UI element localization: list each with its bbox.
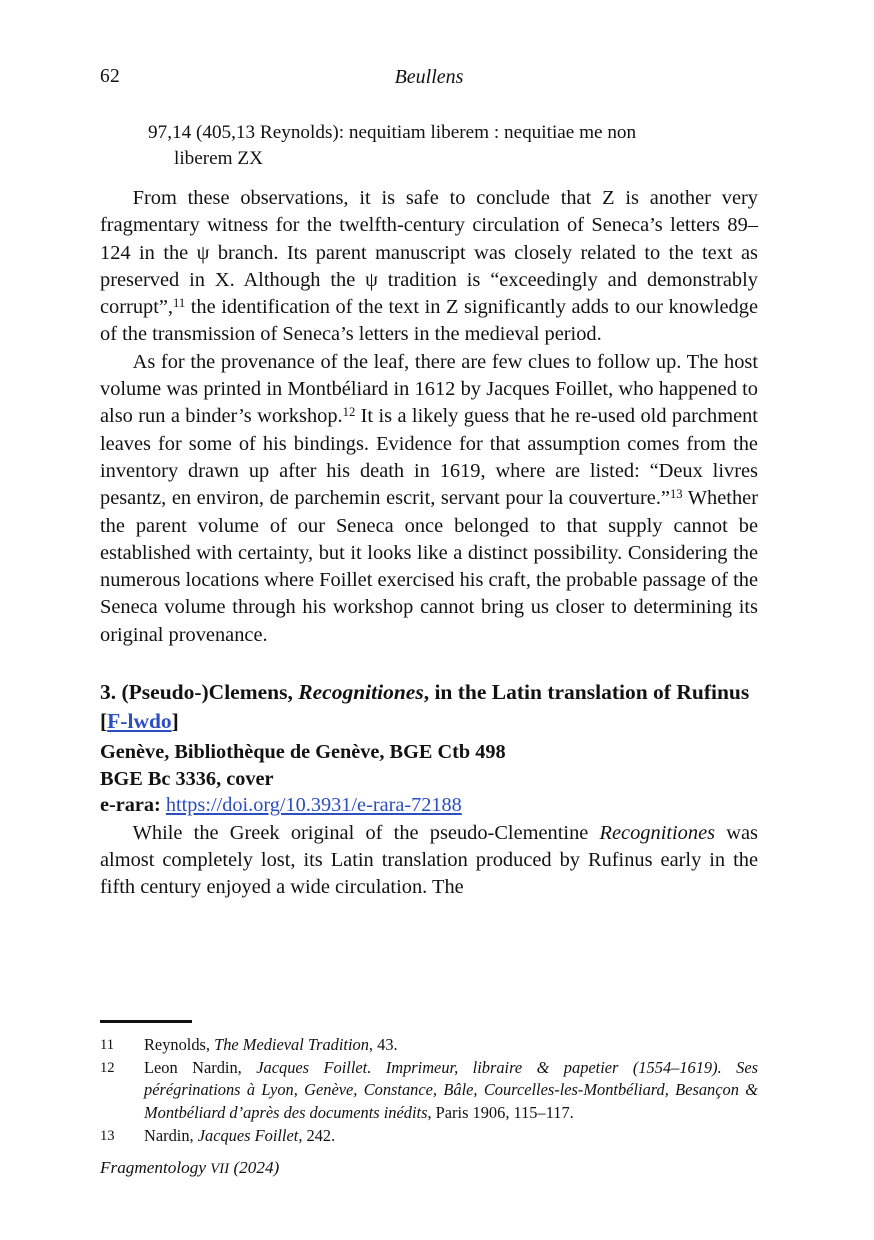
footnote-text <box>144 1034 758 1056</box>
erara-line <box>100 792 758 819</box>
text-column <box>100 120 758 902</box>
footnote-ref-13[interactable]: 13 <box>669 487 683 502</box>
footnote-number: 11 <box>100 1037 115 1053</box>
footnote-ref-11[interactable]: 11 <box>173 296 186 311</box>
fragment-id-link[interactable]: F-lwdo <box>107 708 172 733</box>
footnote-ref-12[interactable]: 12 <box>342 405 356 420</box>
section-heading-part-2: , in the Latin translation of Rufinus [ <box>100 680 750 733</box>
footnote-text-part-1: Nardin, <box>144 1125 198 1145</box>
host-volume-line: BGE Bc 3336, cover <box>100 767 274 790</box>
running-head <box>100 66 758 94</box>
section-heading-title-italic: Recognitiones <box>298 680 424 705</box>
footnote-item <box>100 1034 758 1056</box>
footnote-separator-rule <box>100 1020 192 1023</box>
paragraph-provenance-part-2: It is a likely guess that he re-used old parchment leaves for some of his bindings. Evidence for that assumption comes from the inventory drawn up after his death in 1619, where are listed: “Deux livres pesantz, en environ, de parchemin escrit, servant pour la couverture.” <box>100 405 758 510</box>
paragraph-recognitiones-part-2: was almost completely lost, its Latin translation produced by Rufinus early in the fifth century enjoyed a wide circulation. The <box>100 821 758 899</box>
footnote-text-part-1: Leon Nardin, <box>144 1058 257 1078</box>
footnotes-block <box>100 1020 758 1148</box>
footnote-italic-title: Jacques Foillet. Imprimeur, libraire & papetier (1554–1619). Ses pérégrinations à Lyon, Genève, Constance, Bâle, Courcelles-les-Montbéliard, Besançon & Montbéliard d’après des documents inédits <box>144 1058 758 1122</box>
erara-doi-link[interactable]: https://doi.org/10.3931/e-rara-72188 <box>165 794 462 817</box>
footnote-number: 13 <box>100 1127 115 1144</box>
footnote-text-part-2: , 242. <box>298 1125 336 1145</box>
section-heading-part-1: 3. (Pseudo-)Clemens, <box>100 680 299 705</box>
section-heading <box>100 678 758 735</box>
footer-journal: Fragmentology <box>100 1158 206 1177</box>
footnote-item <box>100 1057 758 1124</box>
footnote-item <box>100 1125 758 1147</box>
page-footer <box>100 1158 279 1178</box>
footer-year: (2024) <box>233 1158 280 1177</box>
footnote-text <box>144 1125 758 1147</box>
footnote-number: 12 <box>100 1060 115 1077</box>
block-quote-line-2: liberem ZX <box>174 147 263 169</box>
running-title: Beullens <box>394 66 464 88</box>
paragraph-observations-part-2: the identification of the text in Z significantly adds to our knowledge of the transmission of Seneca’s letters in the medieval period. <box>100 296 758 346</box>
paragraph-recognitiones-italic-title: Recognitiones <box>599 821 716 844</box>
section-heading-part-3: ] <box>171 708 179 733</box>
paragraph-recognitiones <box>100 820 758 902</box>
paragraph-recognitiones-part-1: While the Greek original of the pseudo-Clementine <box>132 821 600 844</box>
paragraph-provenance-part-1: As for the provenance of the leaf, there are few clues to follow up. The host volume was printed in Montbéliard in 1612 by Jacques Foillet, who happened to also run a binder’s workshop. <box>100 350 758 428</box>
footnote-text-part-2: , 43. <box>368 1035 398 1054</box>
footer-volume: VII <box>210 1161 230 1177</box>
erara-label: e-rara: <box>100 794 166 817</box>
paragraph-provenance <box>100 349 758 649</box>
paragraph-provenance-part-3: Whether the parent volume of our Seneca once belonged to that supply cannot be established with certainty, but it looks like a distinct possibility. Considering the numerous locations where Foillet exercised his craft, the probable passage of the Seneca volume through his workshop cannot bring us closer to determining its original provenance. <box>100 487 758 646</box>
footnote-text-part-1: Reynolds, <box>144 1035 215 1054</box>
block-quote-line-1: 97,14 (405,13 Reynolds): nequitiam liberem : nequitiae me non <box>148 122 637 143</box>
footnote-text <box>144 1057 758 1124</box>
block-quote <box>100 120 758 171</box>
page-number: 62 <box>100 66 120 87</box>
paragraph-observations <box>100 185 758 349</box>
paragraph-observations-part-1: From these observations, it is safe to conclude that Z is another very fragmentary witness for the twelfth-century circulation of Seneca’s letters 89–124 in the ψ branch. Its parent manuscript was closely related to the text as preserved in X. Although the ψ tradition is “exceedingly and demonstrably corrupt”, <box>100 187 758 319</box>
footnote-text-part-2: , Paris 1906, 115–117. <box>427 1102 574 1122</box>
shelfmark-line: Genève, Bibliothèque de Genève, BGE Ctb 498 <box>100 741 506 764</box>
footnote-italic-title: Jacques Foillet <box>197 1125 299 1145</box>
footnote-italic-title: The Medieval Tradition <box>214 1035 369 1054</box>
